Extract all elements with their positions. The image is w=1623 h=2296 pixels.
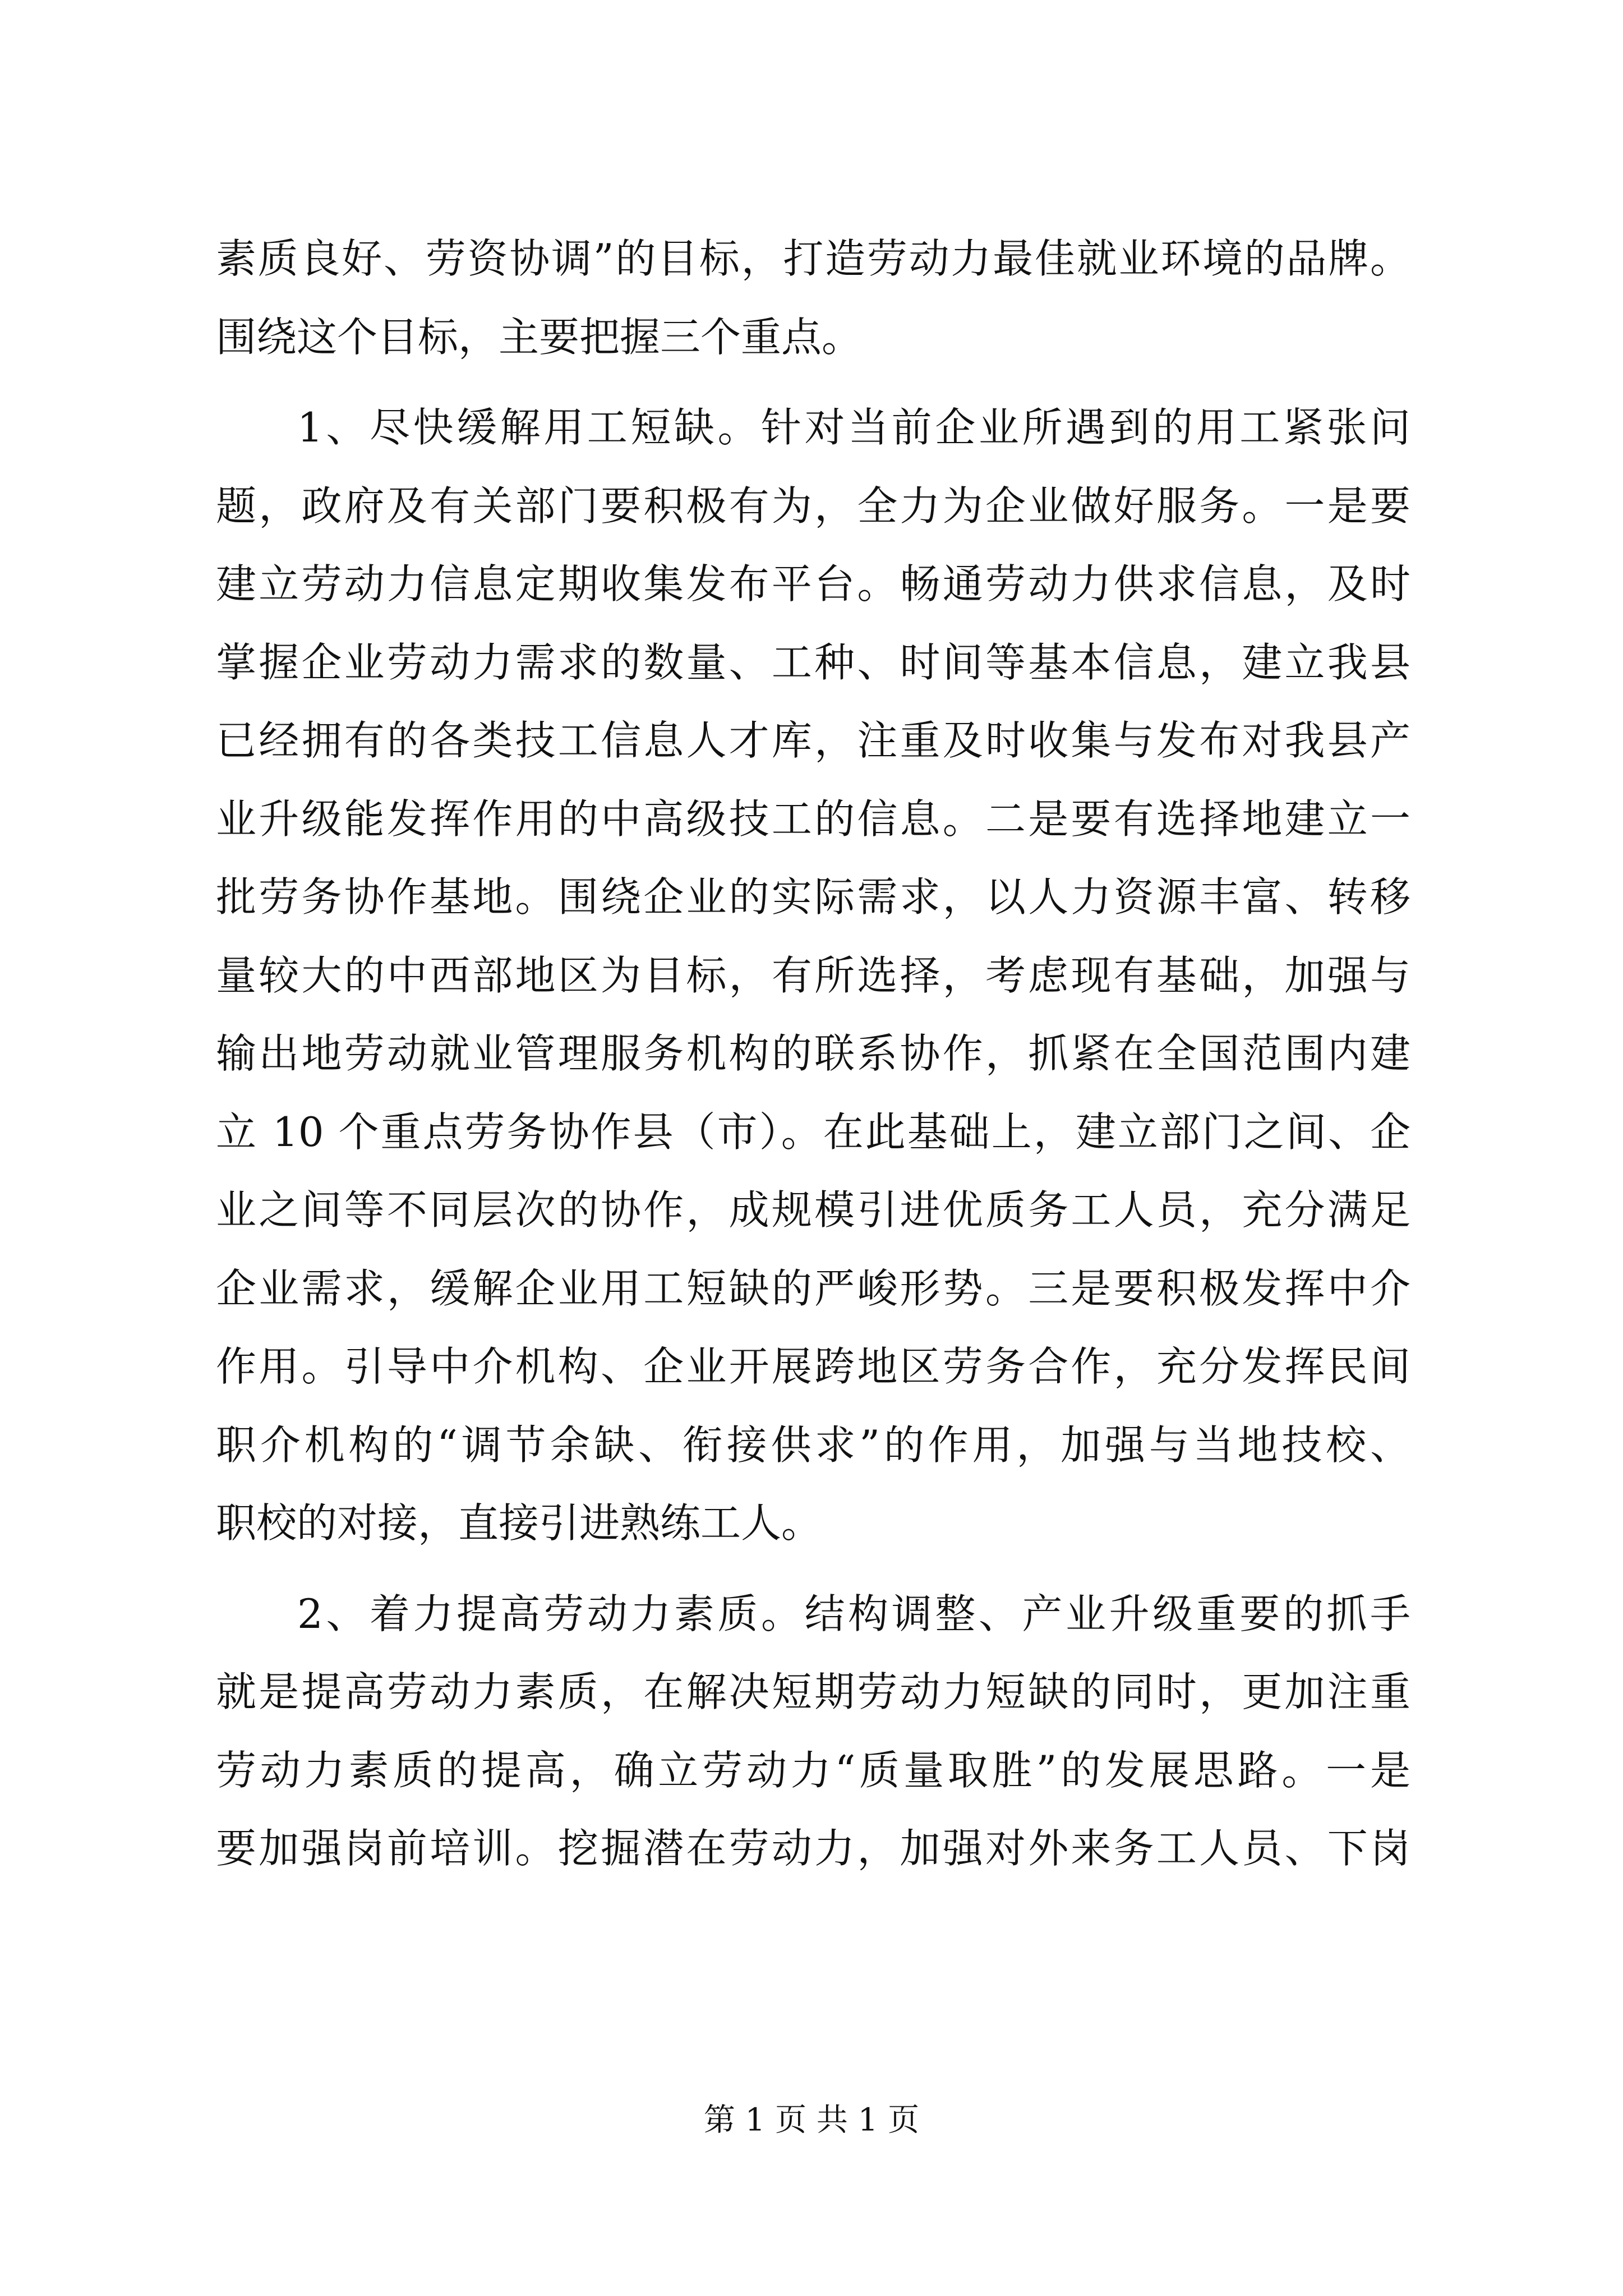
text-line: 1、尽快缓解用工短缺。针对当前企业所遇到的用工紧张问 (297, 404, 1410, 451)
text-line: 掌握企业劳动力需求的数量、工种、时间等基本信息，建立我县 (216, 638, 1410, 686)
text-line: 职介机构的“调节余缺、衔接供求”的作用，加强与当地技校、 (216, 1421, 1410, 1469)
text-line: 题，政府及有关部门要积极有为，全力为企业做好服务。一是要 (216, 482, 1410, 530)
text-line: 2、着力提高劳动力素质。结构调整、产业升级重要的抓手 (297, 1590, 1410, 1637)
document-body (216, 220, 1410, 1888)
text-line: 劳动力素质的提高，确立劳动力“质量取胜”的发展思路。一是 (216, 1746, 1410, 1794)
paragraph (216, 220, 1410, 376)
text-line: 业升级能发挥作用的中高级技工的信息。二是要有选择地建立一 (216, 795, 1410, 843)
text-line: 输出地劳动就业管理服务机构的联系协作，抓紧在全国范围内建 (216, 1030, 1410, 1077)
text-line: 职校的对接，直接引进熟练工人。 (216, 1499, 822, 1547)
text-line: 要加强岗前培训。挖掘潜在劳动力，加强对外来务工人员、下岗 (216, 1825, 1410, 1872)
text-line: 作用。引导中介机构、企业开展跨地区劳务合作，充分发挥民间 (216, 1343, 1410, 1390)
text-line: 量较大的中西部地区为目标，有所选择，考虑现有基础，加强与 (216, 951, 1410, 999)
text-line: 就是提高劳动力素质，在解决短期劳动力短缺的同时，更加注重 (216, 1668, 1410, 1715)
text-line: 企业需求，缓解企业用工短缺的严峻形势。三是要积极发挥中介 (216, 1264, 1410, 1312)
text-line: 围绕这个目标，主要把握三个重点。 (216, 313, 863, 361)
text-line: 已经拥有的各类技工信息人才库，注重及时收集与发布对我县产 (216, 717, 1410, 764)
paragraph (216, 1575, 1410, 1888)
page-number-footer: 第 1 页 共 1 页 (703, 2102, 920, 2138)
text-line: 建立劳动力信息定期收集发布平台。畅通劳动力供求信息，及时 (216, 560, 1410, 608)
text-line: 业之间等不同层次的协作，成规模引进优质务工人员，充分满足 (216, 1186, 1410, 1234)
text-line: 批劳务协作基地。围绕企业的实际需求，以人力资源丰富、转移 (216, 873, 1410, 921)
paragraph (216, 389, 1410, 1563)
text-line: 素质良好、劳资协调”的目标，打造劳动力最佳就业环境的品牌。 (216, 235, 1410, 282)
text-line: 立 10 个重点劳务协作县（市）。在此基础上，建立部门之间、企 (216, 1108, 1410, 1156)
